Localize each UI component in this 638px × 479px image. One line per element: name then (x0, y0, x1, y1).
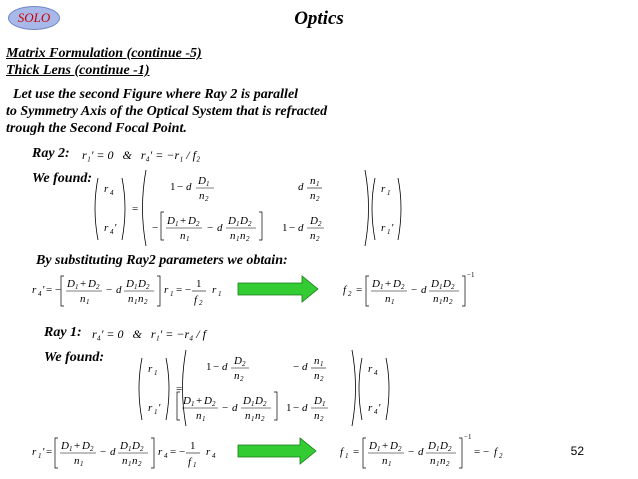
svg-text:r: r (206, 446, 211, 458)
svg-text:+: + (385, 278, 392, 290)
svg-text:D: D (188, 215, 196, 227)
ray2-substituting: By substituting Ray2 parameters we obtain: (36, 253, 288, 268)
svg-text:1: 1 (316, 180, 320, 188)
intro-line-3: trough the Second Focal Point. (6, 121, 187, 136)
svg-text:1: 1 (206, 361, 212, 373)
svg-text:= −: = − (474, 446, 490, 458)
svg-text:D: D (390, 440, 398, 452)
page-title: Optics (294, 8, 344, 29)
svg-text:−: − (106, 284, 113, 296)
svg-text:r: r (104, 183, 109, 195)
svg-text:r: r (158, 446, 163, 458)
svg-text:2: 2 (316, 235, 320, 243)
svg-text:r: r (381, 183, 386, 195)
svg-text:1: 1 (128, 460, 132, 468)
ray2-label: Ray 2: (32, 146, 70, 161)
svg-text:f: f (494, 446, 498, 458)
svg-text:4: 4 (38, 290, 42, 298)
ray1-label: Ray 1: (44, 325, 82, 340)
svg-text:D: D (393, 278, 401, 290)
svg-text:1: 1 (170, 290, 174, 298)
svg-text:2: 2 (401, 283, 405, 291)
svg-text:4: 4 (212, 452, 216, 460)
svg-text:2: 2 (146, 283, 150, 291)
svg-text:2: 2 (96, 283, 100, 291)
ray2-matrix-equation (95, 170, 401, 246)
heading-matrix-formulation: Matrix Formulation (continue -5) (6, 46, 202, 61)
svg-text:D: D (428, 440, 436, 452)
svg-text:1: 1 (345, 452, 349, 460)
svg-text:1: 1 (380, 283, 384, 291)
svg-text:−1: −1 (464, 433, 472, 441)
svg-text:2: 2 (246, 235, 250, 243)
svg-text:d: d (222, 361, 228, 373)
svg-text:1: 1 (190, 440, 196, 452)
svg-text:n: n (310, 175, 316, 187)
svg-text:d: d (298, 181, 304, 193)
svg-text:n: n (314, 370, 320, 382)
ray1-condition: r₄' = 0 & r₁' = −r₄ / f (92, 327, 206, 341)
svg-text:r: r (381, 222, 386, 234)
svg-text:1: 1 (320, 360, 324, 368)
svg-text:n: n (180, 230, 186, 242)
svg-text:2: 2 (320, 415, 324, 423)
svg-text:−: − (293, 361, 300, 373)
svg-text:r: r (368, 402, 373, 414)
svg-text:n: n (138, 293, 144, 305)
svg-text:−: − (152, 222, 159, 234)
svg-text:1: 1 (193, 461, 197, 469)
svg-text:2: 2 (446, 460, 450, 468)
svg-text:n: n (240, 230, 246, 242)
svg-text:n: n (245, 410, 251, 422)
svg-text:1: 1 (206, 180, 210, 188)
svg-text:D: D (82, 440, 90, 452)
svg-text:r: r (32, 446, 37, 458)
svg-text:+: + (196, 395, 203, 407)
svg-text:D: D (67, 278, 75, 290)
intro-line-1: Let use the second Figure where Ray 2 is parallel (6, 87, 299, 102)
svg-text:1: 1 (38, 452, 42, 460)
svg-text:': ' (391, 222, 394, 234)
svg-text:D: D (132, 440, 140, 452)
svg-text:': ' (42, 284, 45, 296)
svg-text:D: D (310, 215, 318, 227)
svg-text:1: 1 (69, 445, 73, 453)
svg-text:1: 1 (439, 298, 443, 306)
svg-text:1: 1 (282, 222, 288, 234)
svg-text:2: 2 (316, 195, 320, 203)
svg-text:D: D (240, 215, 248, 227)
svg-text:D: D (369, 440, 377, 452)
svg-text:d: d (302, 361, 308, 373)
svg-text:1: 1 (154, 408, 158, 416)
svg-text:2: 2 (90, 445, 94, 453)
svg-text:= −: = − (46, 284, 62, 296)
svg-text:2: 2 (263, 400, 267, 408)
svg-text:=: = (176, 383, 183, 395)
svg-text:n: n (385, 293, 391, 305)
svg-text:d: d (302, 402, 308, 414)
svg-text:r: r (148, 363, 153, 375)
svg-text:n: n (443, 293, 449, 305)
svg-text:+: + (74, 440, 81, 452)
svg-text:1: 1 (286, 402, 292, 414)
ray1-matrix-equation (139, 350, 389, 426)
ray2-we-found: We found: (32, 171, 93, 186)
svg-text:−: − (293, 402, 300, 414)
page-number: 52 (570, 444, 584, 458)
svg-text:n: n (132, 455, 138, 467)
svg-text:n: n (430, 455, 436, 467)
svg-text:2: 2 (398, 445, 402, 453)
svg-text:f: f (194, 294, 198, 306)
svg-text:4: 4 (110, 189, 114, 197)
svg-text:4: 4 (164, 452, 168, 460)
svg-text:n: n (310, 230, 316, 242)
svg-text:2: 2 (499, 452, 503, 460)
svg-text:d: d (421, 284, 427, 296)
svg-text:=: = (132, 203, 139, 215)
svg-text:−: − (289, 222, 296, 234)
svg-text:1: 1 (391, 298, 395, 306)
svg-text:d: d (217, 222, 223, 234)
svg-text:D: D (234, 355, 242, 367)
svg-text:1: 1 (175, 220, 179, 228)
svg-text:1: 1 (134, 283, 138, 291)
svg-text:': ' (42, 446, 45, 458)
svg-text:D: D (255, 395, 263, 407)
svg-text:r: r (164, 284, 169, 296)
svg-text:D: D (431, 278, 439, 290)
svg-text:1: 1 (377, 445, 381, 453)
intro-line-2: to Symmetry Axis of the Optical System that is refracted (6, 104, 328, 119)
svg-text:1: 1 (236, 220, 240, 228)
svg-text:n: n (122, 455, 128, 467)
svg-text:D: D (167, 215, 175, 227)
svg-text:n: n (433, 293, 439, 305)
ray2-result-equation (32, 276, 222, 307)
svg-text:D: D (204, 395, 212, 407)
svg-text:−: − (213, 361, 220, 373)
svg-text:2: 2 (140, 445, 144, 453)
svg-text:=: = (356, 284, 363, 296)
f2-result-equation (343, 271, 475, 306)
ray1-result-equation (32, 438, 216, 469)
svg-text:n: n (199, 190, 205, 202)
svg-text:D: D (440, 440, 448, 452)
svg-text:D: D (88, 278, 96, 290)
svg-text:2: 2 (348, 290, 352, 298)
svg-text:2: 2 (261, 415, 265, 423)
svg-text:2: 2 (318, 220, 322, 228)
svg-text:D: D (228, 215, 236, 227)
svg-text:D: D (243, 395, 251, 407)
svg-text:f: f (340, 446, 344, 458)
svg-text:': ' (158, 402, 161, 414)
svg-text:+: + (382, 440, 389, 452)
svg-text:r: r (212, 284, 217, 296)
svg-text:d: d (298, 222, 304, 234)
svg-text:r: r (32, 284, 37, 296)
svg-text:2: 2 (205, 195, 209, 203)
svg-text:d: d (232, 402, 238, 414)
svg-text:n: n (310, 190, 316, 202)
svg-text:D: D (183, 395, 191, 407)
svg-text:+: + (180, 215, 187, 227)
svg-text:−: − (100, 446, 107, 458)
svg-text:n: n (255, 410, 261, 422)
svg-text:2: 2 (196, 220, 200, 228)
svg-text:1: 1 (436, 460, 440, 468)
svg-text:−: − (207, 222, 214, 234)
svg-text:= −: = − (170, 446, 186, 458)
svg-text:1: 1 (191, 400, 195, 408)
svg-text:= −: = − (176, 284, 192, 296)
svg-text:1: 1 (322, 400, 326, 408)
svg-text:2: 2 (212, 400, 216, 408)
svg-text:1: 1 (439, 283, 443, 291)
svg-text:−1: −1 (467, 271, 475, 279)
svg-text:': ' (378, 402, 381, 414)
svg-text:D: D (314, 395, 322, 407)
svg-text:+: + (80, 278, 87, 290)
svg-text:D: D (372, 278, 380, 290)
svg-text:d: d (110, 446, 116, 458)
svg-text:1: 1 (86, 298, 90, 306)
svg-text:1: 1 (436, 445, 440, 453)
svg-text:n: n (80, 293, 86, 305)
svg-text:4: 4 (374, 369, 378, 377)
svg-text:d: d (116, 284, 122, 296)
svg-text:1: 1 (80, 460, 84, 468)
svg-text:n: n (196, 410, 202, 422)
svg-text:D: D (61, 440, 69, 452)
svg-text:n: n (440, 455, 446, 467)
svg-text:2: 2 (451, 283, 455, 291)
svg-text:d: d (186, 181, 192, 193)
svg-text:f: f (343, 284, 347, 296)
svg-text:1: 1 (387, 189, 391, 197)
svg-text:2: 2 (449, 298, 453, 306)
svg-text:2: 2 (240, 375, 244, 383)
svg-text:=: = (353, 446, 360, 458)
svg-text:r: r (104, 222, 109, 234)
heading-thick-lens: Thick Lens (continue -1) (6, 63, 150, 78)
svg-text:1: 1 (251, 400, 255, 408)
svg-text:1: 1 (154, 369, 158, 377)
svg-text:4: 4 (110, 228, 114, 236)
svg-text:d: d (418, 446, 424, 458)
ray2-arrow (238, 276, 318, 302)
svg-text:−: − (408, 446, 415, 458)
svg-text:4: 4 (374, 408, 378, 416)
svg-text:n: n (74, 455, 80, 467)
ray2-condition: r₁' = 0 & r₄' = −r₁ / f₂ (82, 148, 201, 162)
svg-text:D: D (138, 278, 146, 290)
svg-text:1: 1 (251, 415, 255, 423)
svg-text:r: r (148, 402, 153, 414)
svg-text:=: = (46, 446, 53, 458)
f1-result-equation (340, 433, 503, 468)
svg-text:n: n (314, 410, 320, 422)
svg-text:−: − (177, 181, 184, 193)
svg-text:2: 2 (448, 445, 452, 453)
svg-text:2: 2 (248, 220, 252, 228)
svg-text:1: 1 (236, 235, 240, 243)
svg-text:D: D (126, 278, 134, 290)
svg-text:1: 1 (186, 235, 190, 243)
svg-text:1: 1 (202, 415, 206, 423)
svg-text:1: 1 (388, 460, 392, 468)
svg-text:f: f (188, 456, 192, 468)
svg-text:1: 1 (196, 278, 202, 290)
svg-text:1: 1 (128, 445, 132, 453)
svg-text:2: 2 (144, 298, 148, 306)
svg-text:n: n (128, 293, 134, 305)
svg-text:1: 1 (75, 283, 79, 291)
svg-text:n: n (230, 230, 236, 242)
svg-text:1: 1 (387, 228, 391, 236)
svg-text:2: 2 (199, 299, 203, 307)
svg-text:r: r (368, 363, 373, 375)
badge-label: SOLO (17, 10, 51, 25)
svg-text:D: D (198, 175, 206, 187)
svg-text:2: 2 (138, 460, 142, 468)
svg-text:1: 1 (134, 298, 138, 306)
svg-text:−: − (222, 402, 229, 414)
svg-text:D: D (120, 440, 128, 452)
svg-text:D: D (443, 278, 451, 290)
svg-text:1: 1 (218, 290, 222, 298)
svg-text:2: 2 (242, 360, 246, 368)
ray1-arrow (238, 438, 316, 464)
svg-text:n: n (314, 355, 320, 367)
svg-text:': ' (114, 222, 117, 234)
svg-text:2: 2 (320, 375, 324, 383)
svg-text:n: n (234, 370, 240, 382)
ray1-we-found: We found: (44, 350, 105, 365)
svg-text:n: n (382, 455, 388, 467)
svg-text:−: − (411, 284, 418, 296)
svg-text:1: 1 (170, 181, 176, 193)
